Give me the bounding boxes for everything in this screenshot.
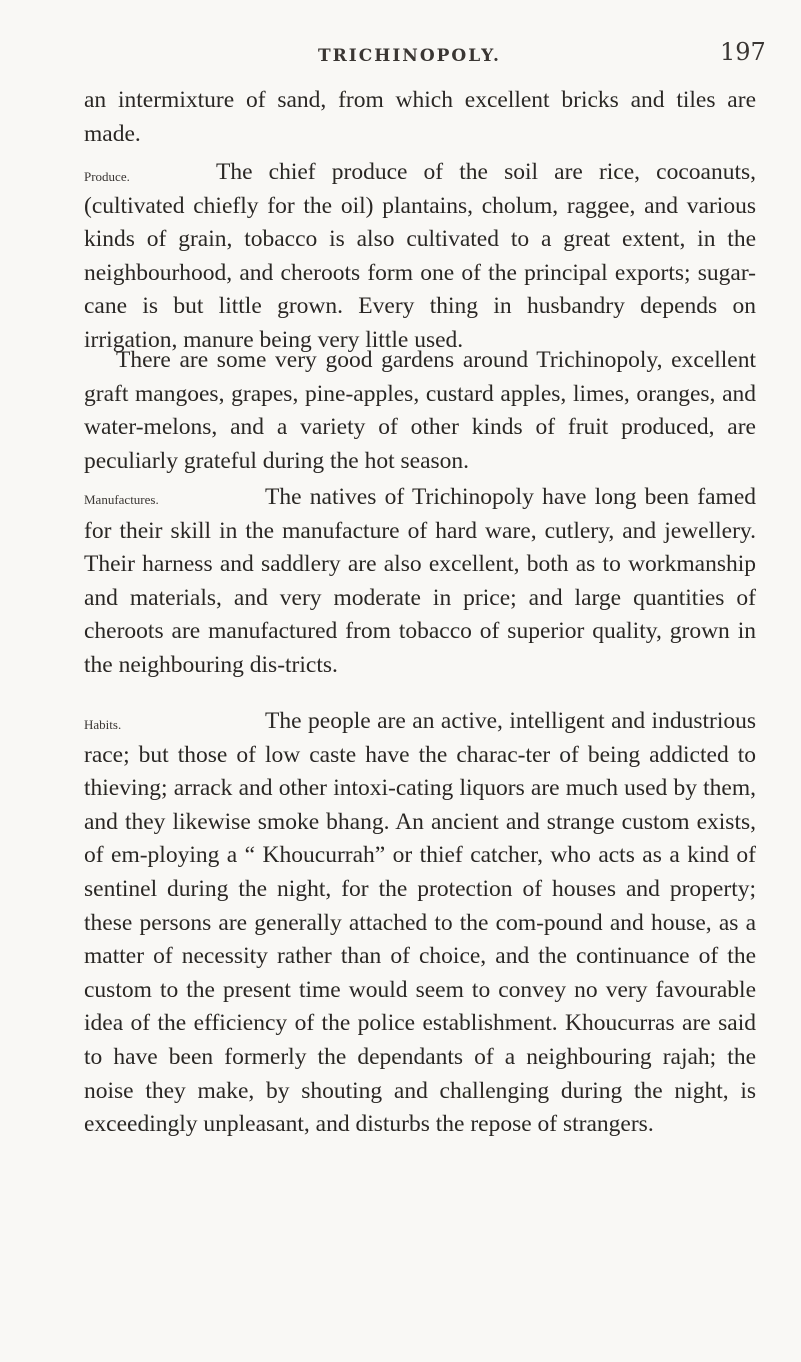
side-note-produce: Produce.: [84, 169, 130, 184]
paragraph-continuation: an intermixture of sand, from which excellent bricks and tiles are made.: [84, 87, 756, 147]
side-note-habits: Habits.: [84, 717, 122, 732]
paragraph-manufactures: The natives of Trichinopoly have long been famed for their skill in the manufacture of hard ware, cutlery, and jewellery. Their harness and saddlery are also excellent, both as to workmanship and materials, and very moderate in price; and large quantities of cheroots are manufactured from tobacco of superior quality, grown in the neighbouring dis-tricts.: [84, 484, 756, 678]
running-title: TRICHINOPOLY.: [318, 46, 501, 66]
paragraph-habits: The people are an active, intelligent and industrious race; but those of low caste have the charac-ter of being addicted to thieving; arrack and other intoxi-cating liquors are much used by them, and they likewise smoke bhang. An ancient and strange custom exists, of em-ploying a “ Khoucurrah” or thief catcher, who acts as a kind of sentinel during the night, for the protection of houses and property; these persons are generally attached to the com-pound and house, as a matter of necessity rather than of choice, and the continuance of the custom to the present time would seem to convey no very favourable idea of the efficiency of the police establishment. Khoucurras are said to have been formerly the dependants of a neighbouring rajah; the noise they make, by shouting and challenging during the night, is exceedingly unpleasant, and disturbs the repose of strangers.: [84, 708, 756, 1138]
side-note-manufactures: Manufactures.: [84, 492, 159, 507]
paragraph-gardens: There are some very good gardens around Trichinopoly, excellent graft mangoes, grapes, pine-apples, custard apples, limes, oranges, and water-melons, and a variety of other kinds of fruit produced, are peculiarly grateful during the hot season.: [84, 347, 756, 474]
page-number: 197: [720, 38, 766, 66]
paragraph-produce: The chief produce of the soil are rice, cocoanuts, (cultivated chiefly for the oil) plantains, cholum, raggee, and various kinds of grain, tobacco is also cultivated to a great extent, in the neighbourhood, and cheroots form one of the principal exports; sugar-cane is but little grown. Every thing in husbandry depends on irrigation, manure being very little used.: [84, 159, 756, 353]
